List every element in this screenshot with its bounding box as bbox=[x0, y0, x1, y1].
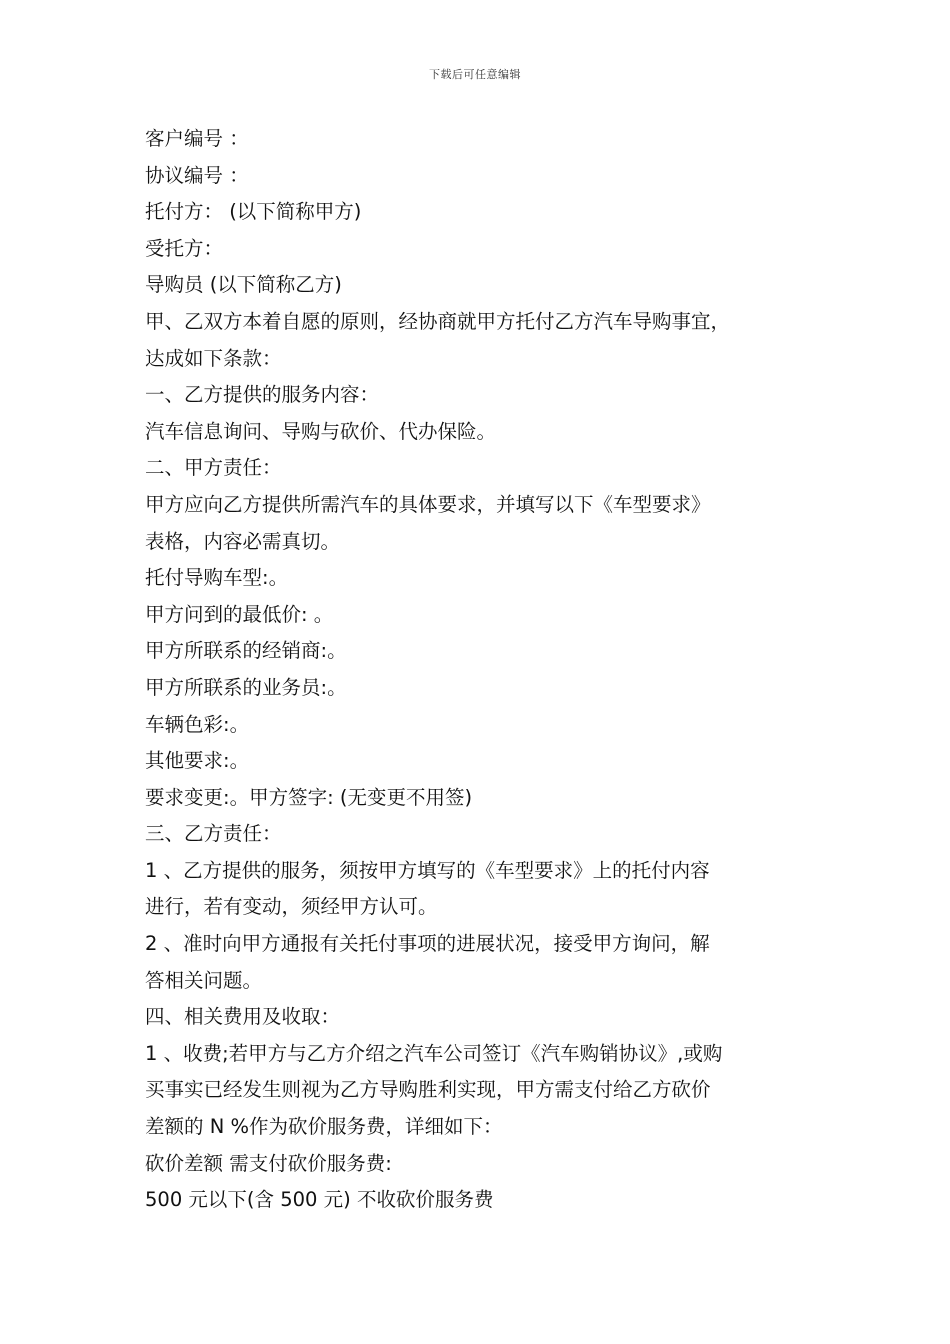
section-4-item-1-line-2: 买事实已经发生则视为乙方导购胜利实现，甲方需支付给乙方砍价 bbox=[145, 1078, 711, 1102]
section-4-item-1-line-3: 差额的 N %作为砍价服务费，详细如下： bbox=[145, 1115, 503, 1139]
dealer-line: 甲方所联系的经销商:。 bbox=[145, 639, 347, 663]
other-requirements-line: 其他要求:。 bbox=[145, 749, 250, 773]
section-2-text-2: 表格，内容必需真切。 bbox=[145, 529, 341, 553]
section-3-item-2-line-2: 答相关问题。 bbox=[145, 968, 263, 992]
vehicle-color-line: 车辆色彩:。 bbox=[145, 712, 250, 736]
trustee-line: 受托方： bbox=[145, 236, 224, 260]
fee-table-header: 砍价差额 需支付砍价服务费: bbox=[145, 1151, 392, 1175]
party-b-line: 导购员 (以下简称乙方) bbox=[145, 273, 342, 297]
agreement-number-line: 协议编号 ： bbox=[145, 163, 249, 187]
section-4-item-1-line-1: 1 、收费;若甲方与乙方介绍之汽车公司签订《汽车购销协议》,或购 bbox=[145, 1041, 723, 1065]
section-2-heading: 二、甲方责任： bbox=[145, 456, 282, 480]
preamble-line-2: 达成如下条款： bbox=[145, 346, 282, 370]
section-2-text-1: 甲方应向乙方提供所需汽车的具体要求，并填写以下《车型要求》 bbox=[145, 492, 711, 516]
car-model-line: 托付导购车型:。 bbox=[145, 566, 289, 590]
section-1-text: 汽车信息询问、导购与砍价、代办保险。 bbox=[145, 419, 497, 443]
section-1-heading: 一、乙方提供的服务内容： bbox=[145, 383, 380, 407]
lowest-price-line: 甲方问到的最低价: 。 bbox=[145, 602, 334, 626]
section-3-item-2-line-1: 2 、准时向甲方通报有关托付事项的进展状况，接受甲方询问，解 bbox=[145, 932, 710, 956]
section-3-item-1-line-1: 1 、乙方提供的服务，须按甲方填写的《车型要求》上的托付内容 bbox=[145, 858, 710, 882]
requirement-change-line: 要求变更:。甲方签字: (无变更不用签) bbox=[145, 785, 473, 809]
preamble-line-1: 甲、乙双方本着自愿的原则，经协商就甲方托付乙方汽车导购事宜， bbox=[145, 309, 731, 333]
section-3-item-1-line-2: 进行，若有变动，须经甲方认可。 bbox=[145, 895, 438, 919]
salesperson-line: 甲方所联系的业务员:。 bbox=[145, 675, 347, 699]
section-4-heading: 四、相关费用及收取： bbox=[145, 1005, 341, 1029]
document-body bbox=[145, 121, 845, 1219]
section-3-heading: 三、乙方责任： bbox=[145, 822, 282, 846]
fee-table-row-1: 500 元以下(含 500 元) 不收砍价服务费 bbox=[145, 1188, 494, 1212]
page-header: 下载后可任意编辑 bbox=[429, 68, 521, 81]
party-a-line: 托付方： (以下简称甲方) bbox=[145, 200, 362, 224]
customer-number-line: 客户编号 ： bbox=[145, 127, 249, 150]
